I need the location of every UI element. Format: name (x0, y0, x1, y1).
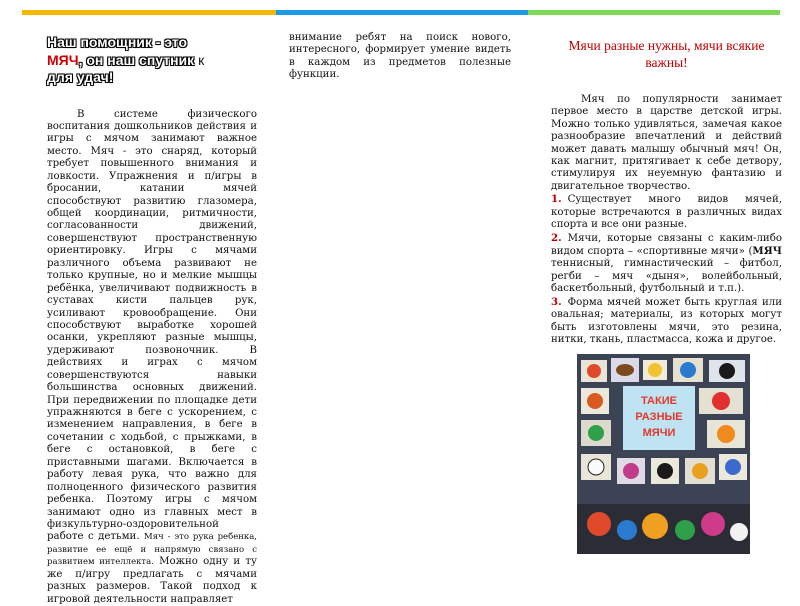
column-1-title (47, 34, 257, 87)
photo-caption-2: РАЗНЫЕ (635, 411, 682, 423)
balls-display-photo (577, 354, 750, 554)
list-item-3 (551, 296, 782, 347)
list-text-2-bold: МЯЧ (752, 245, 782, 257)
column-2-paragraph: внимание ребят на поиск нового, интересного, формирует умение видеть в каждом из предметов полезные функции. (289, 32, 511, 82)
tail-text: Можно одну и ту же п/игру предлагать с мячами разных размеров. Такой подход к игровой деятельности направляет (47, 556, 257, 604)
title-line-1: Наш помощник - это (47, 34, 257, 52)
list-num-3: 3. (551, 296, 562, 308)
column-1 (47, 34, 257, 606)
title-ball-word: МЯЧ (47, 52, 79, 68)
top-bar-yellow (22, 10, 276, 15)
title-companion: , он наш спутник (79, 52, 195, 68)
title-line-3: для удач! (47, 69, 257, 87)
column-1-paragraph (47, 109, 257, 606)
photo-illustration (577, 354, 750, 554)
photo-caption-3: МЯЧИ (643, 427, 676, 439)
column-3-heading: Мячи разные нужны, мячи всякие важны! (551, 38, 782, 72)
small-text: Мяч - это рука ребенка, развитие ее ещё и напрямую связано с развитием интеллекта. (47, 532, 257, 567)
list-text-2b: теннисный, гимнастический – фитбол, регби – мяч «дыня», волейбольный, баскетбольный, футбольный и т.п.). (551, 258, 782, 294)
list-text-3: Форма мячей может быть круглая или овальная; материалы, из которых могут быть изготовлены мячи, это резина, нитки, ткань, пластмасса, кожа и другое. (551, 297, 782, 345)
list-num-2: 2. (551, 232, 562, 244)
top-bar-blue (276, 10, 528, 15)
column-3 (551, 38, 782, 347)
intro-paragraph: Мяч по популярности занимает первое место в царстве детской игры. Можно только удивляться, замечая какое разнообразие впечатлений и действий может давать малышу обычный мяч! Он, как магнит, притягивает к себе детвору, стимулируя их неуемную фантазию и двигательное творчество. (551, 94, 782, 194)
list-text-2a: Мячи, которые связаны с каким-либо видом спорта – «спортивные мячи» ( (551, 233, 782, 257)
title-line-2 (47, 52, 257, 70)
list-num-1: 1. (551, 193, 562, 205)
title-k: к (198, 52, 204, 68)
list-item-1 (551, 193, 782, 231)
list-item-2 (551, 232, 782, 296)
top-bar-green (528, 10, 780, 15)
photo-caption-1: ТАКИЕ (641, 395, 677, 407)
main-text: В системе физического воспитания дошкольников действия и игры с мячом занимают важное место. Мяч - это снаряд, который требует повышенного внимания и ловкости. Упражнения и п/игры в бросании, катании мячей способствуют развитию глазомера, общей координации, ритмичности, согласованности движений, совершенствуют пространственную ориентировку. Игры с мячами различного объема развивают не только крупные, но и мелкие мышцы ребёнка, увеличивают подвижность в суставах кисти пальцев рук, усиливают кровообращение. Они способствуют выработке хорошей осанки, укрепляют разные мышцы, удерживают позвоночник. В действиях и играх с мячом совершенствуются навыки большинства основных движений. При передвижении по площадке дети упражняются в беге с ускорением, с изменением направления, в беге в сочетании с ходьбой, с прыжками, в беге с остановкой, в беге с приставными шагами. Включается в работу левая рука, что важно для полноценного физического развития ребенка. Поэтому игры с мячом занимают одно из главных мест в физкультурно-оздоровительной работе с детьми. (47, 109, 257, 543)
list-text-1: Существует много видов мячей, которые встречаются в различных видах спорта и все они разные. (551, 194, 782, 230)
column-2 (289, 32, 511, 82)
